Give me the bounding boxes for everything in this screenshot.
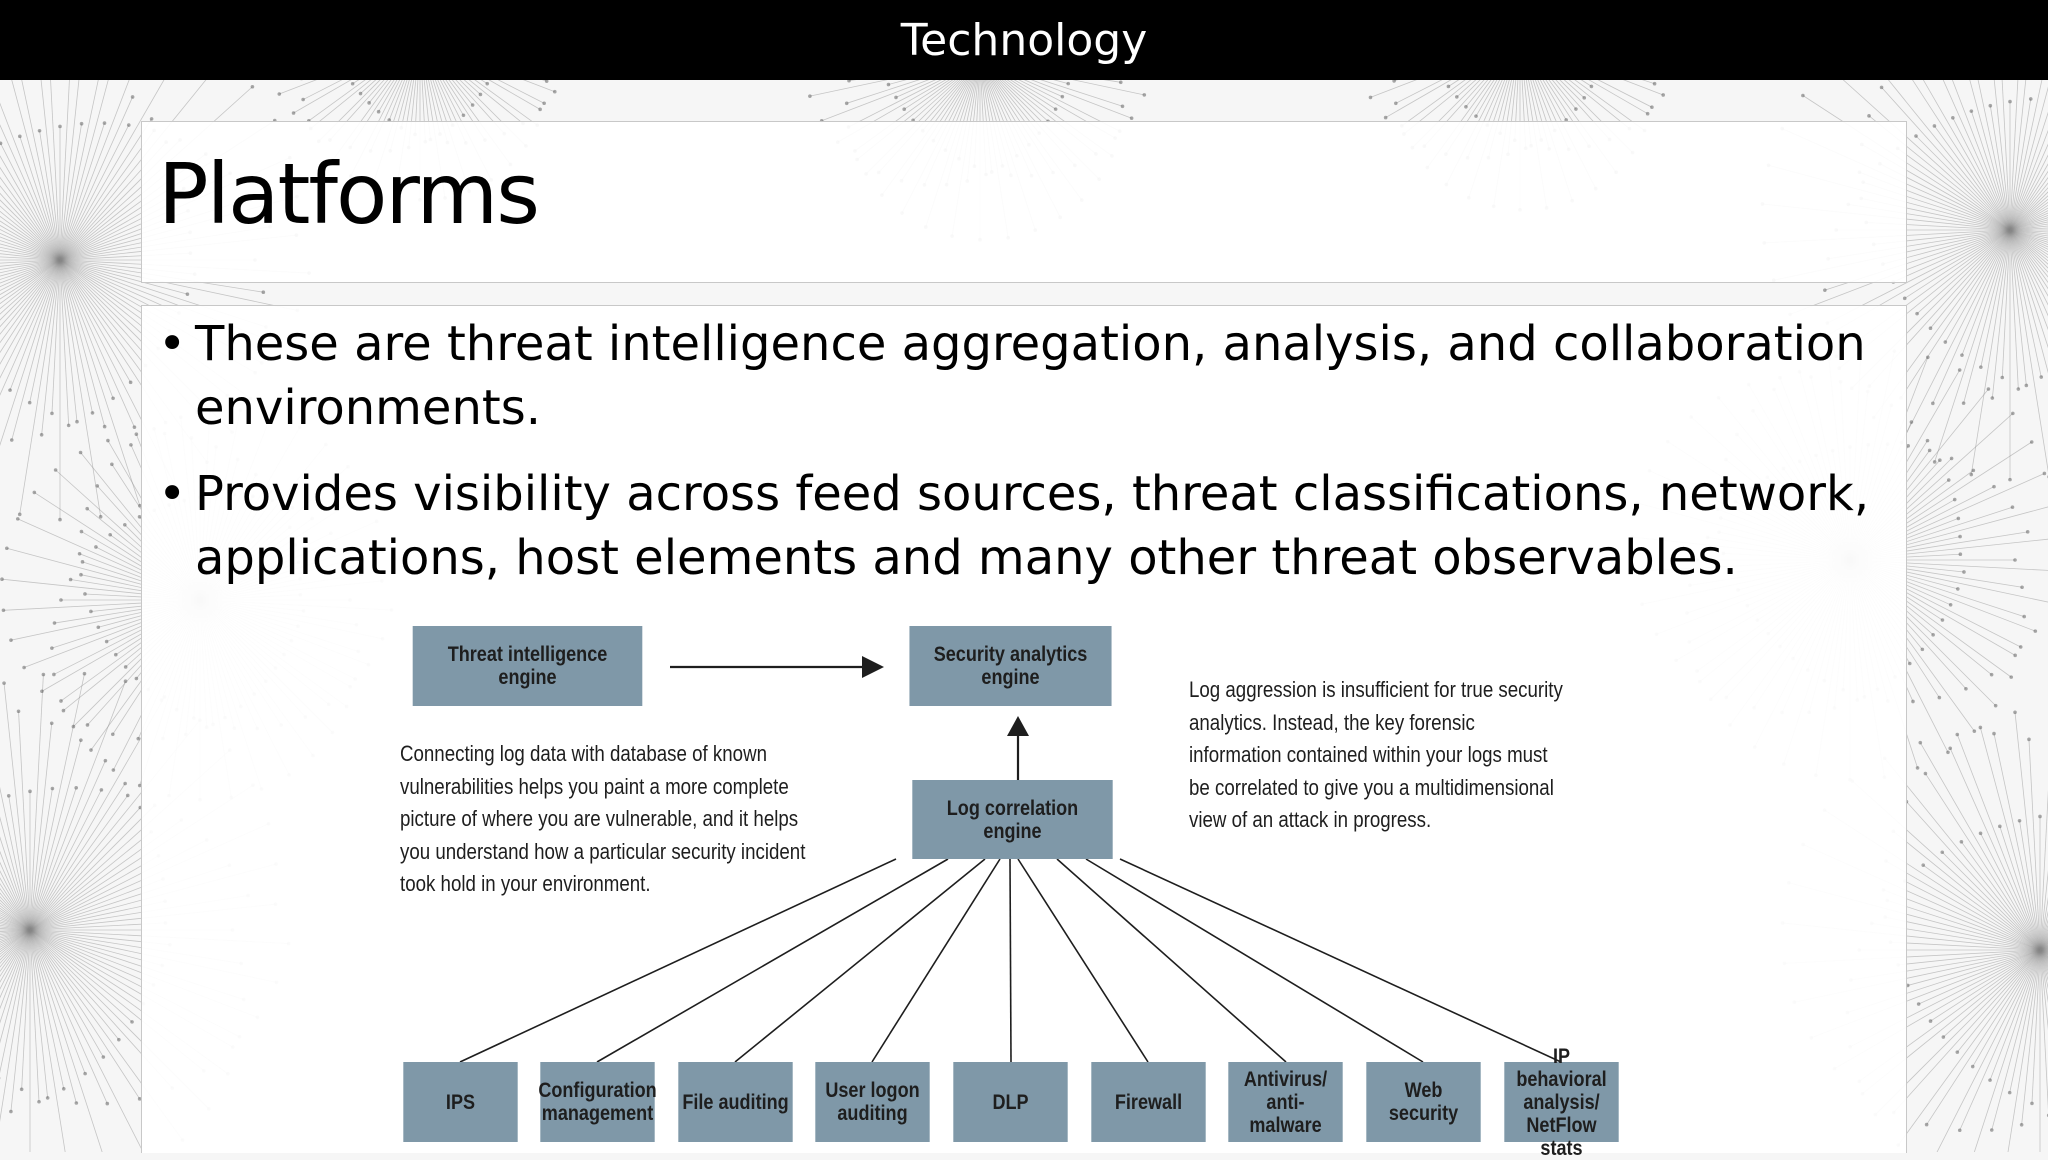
source-box-ips <box>403 1062 517 1142</box>
source-label-user-logon-auditing: User logon auditing <box>819 1079 927 1125</box>
source-label-dlp: DLP <box>992 1091 1028 1114</box>
source-label-antivirus: Antivirus/ anti-malware <box>1232 1068 1340 1137</box>
threat-intelligence-engine-label: Threat intelligence engine <box>416 643 639 689</box>
bullet-dot-icon: • <box>158 462 186 526</box>
source-box-user-logon-auditing <box>815 1062 929 1142</box>
bullet-text: These are threat intelligence aggregation, analysis, and collaboration environments. <box>195 316 1866 436</box>
source-box-antivirus <box>1228 1062 1342 1142</box>
source-box-web-security <box>1366 1062 1480 1142</box>
arrowhead-right-icon <box>862 656 884 678</box>
security-analytics-engine-box <box>909 626 1111 706</box>
threat-intelligence-engine-box <box>413 626 643 706</box>
bullet-text: Provides visibility across feed sources, threat classifications, network, applications, host elements and many other threat observables. <box>195 466 1869 586</box>
arrowhead-up-icon <box>1007 716 1029 736</box>
section-title: Technology <box>901 15 1147 66</box>
source-box-configuration-management <box>540 1062 654 1142</box>
slide-title: Platforms <box>158 152 538 236</box>
source-label-firewall: Firewall <box>1115 1091 1182 1114</box>
source-box-dlp <box>953 1062 1067 1142</box>
bullet-dot-icon: • <box>158 312 186 376</box>
source-label-web-security: Web security <box>1370 1079 1478 1125</box>
fan-line <box>1057 859 1286 1062</box>
fan-line <box>1086 859 1423 1062</box>
log-correlation-engine-label: Log correlation engine <box>916 797 1110 843</box>
source-label-ip-behavioral: IP behavioral analysis/ NetFlow stats <box>1508 1045 1616 1160</box>
fan-line <box>1018 859 1148 1062</box>
source-box-firewall <box>1091 1062 1205 1142</box>
source-box-ip-behavioral <box>1504 1062 1618 1142</box>
log-correlation-engine-box <box>912 780 1112 859</box>
caption-left: Connecting log data with database of known vulnerabilities helps you paint a more complete picture of where you are vulnerable, and it helps you understand how a particular security incident took hold in your environment. <box>400 738 808 901</box>
source-label-file-auditing: File auditing <box>682 1091 788 1114</box>
fan-line <box>1120 859 1561 1062</box>
caption-right: Log aggression is insufficient for true security analytics. Instead, the key forensic information contained within your logs must be correlated to give you a multidimensional view of an attack in progress. <box>1189 674 1572 837</box>
fan-line <box>1010 859 1011 1062</box>
source-label-configuration-management: Configuration management <box>538 1079 656 1125</box>
source-label-ips: IPS <box>446 1091 475 1114</box>
fan-line <box>872 859 1000 1062</box>
source-box-file-auditing <box>678 1062 792 1142</box>
security-analytics-engine-label: Security analytics engine <box>913 643 1108 689</box>
